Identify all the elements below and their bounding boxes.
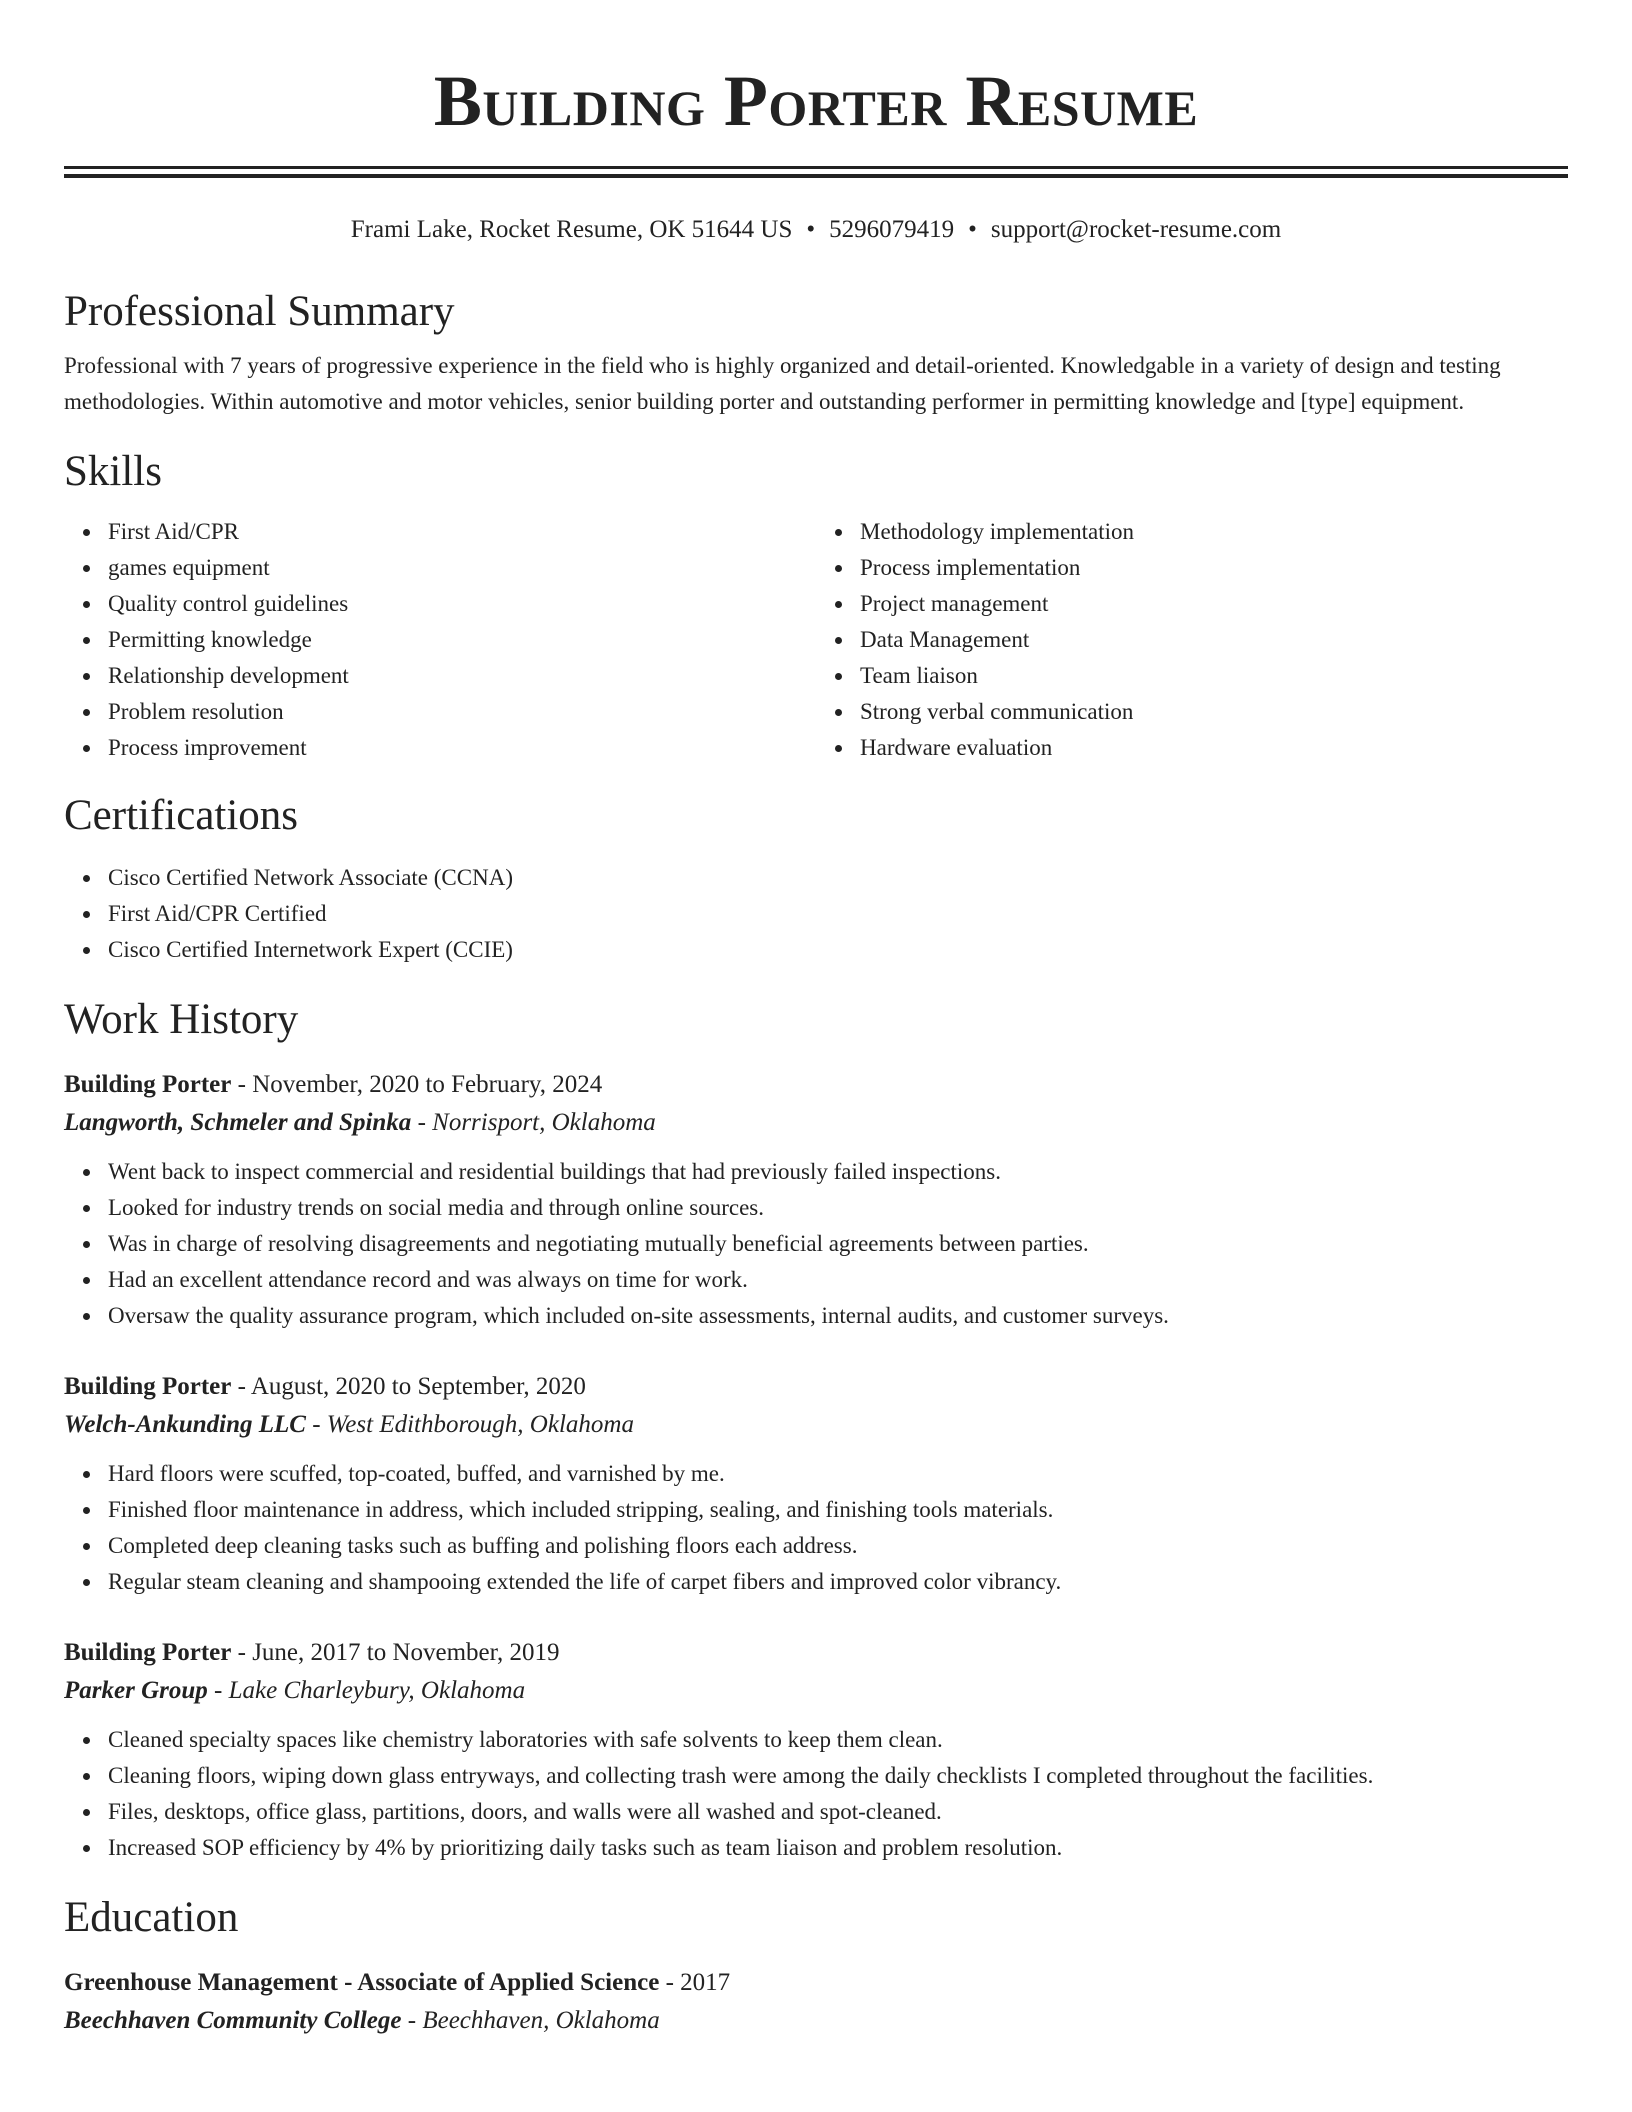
job-dates: June, 2017 to November, 2019 bbox=[252, 1639, 560, 1666]
job-dates: November, 2020 to February, 2024 bbox=[252, 1071, 603, 1098]
education-heading: Education bbox=[64, 1894, 239, 1941]
contact-separator: • bbox=[968, 216, 977, 243]
skill-item: Quality control guidelines bbox=[108, 586, 816, 622]
job-location: Norrisport, Oklahoma bbox=[432, 1109, 656, 1136]
job-employer: Langworth, Schmeler and Spinka bbox=[64, 1109, 412, 1136]
job-bullet: Was in charge of resolving disagreements and negotiating mutually beneficial agreements between parties. bbox=[108, 1226, 1568, 1262]
contact-separator: • bbox=[806, 216, 816, 243]
job-bullet: Regular steam cleaning and shampooing extended the life of carpet fibers and improved color vibrancy. bbox=[108, 1564, 1568, 1600]
skill-item: Process implementation bbox=[860, 550, 1568, 586]
job-employer-line bbox=[64, 1672, 1568, 1710]
job-dates: August, 2020 to September, 2020 bbox=[250, 1373, 586, 1400]
job-bullet: Cleaning floors, wiping down glass entryways, and collecting trash were among the daily checklists I completed throughout the facilities. bbox=[108, 1758, 1568, 1794]
job-dash: - bbox=[231, 1373, 251, 1400]
education-dash: - bbox=[659, 1969, 681, 1996]
skill-item: Problem resolution bbox=[108, 694, 816, 730]
job-entry bbox=[64, 1634, 1568, 1866]
job-dash: - bbox=[411, 1109, 433, 1136]
contact-address: Frami Lake, Rocket Resume, OK 51644 US bbox=[350, 216, 793, 243]
job-entry bbox=[64, 1066, 1568, 1334]
summary-heading: Professional Summary bbox=[64, 288, 455, 335]
job-bullets bbox=[64, 1456, 1568, 1600]
job-bullets bbox=[64, 1722, 1568, 1866]
education-entry bbox=[64, 1964, 1568, 2040]
skill-item: Permitting knowledge bbox=[108, 622, 816, 658]
skill-item: Project management bbox=[860, 586, 1568, 622]
job-bullet: Hard floors were scuffed, top-coated, buffed, and varnished by me. bbox=[108, 1456, 1568, 1492]
resume-title: Building Porter Resume bbox=[433, 61, 1199, 141]
job-bullet: Finished floor maintenance in address, which included stripping, sealing, and finishing tools materials. bbox=[108, 1492, 1568, 1528]
job-title-line bbox=[64, 1634, 1568, 1672]
title-rule-bottom bbox=[64, 174, 1568, 178]
skill-item: First Aid/CPR bbox=[108, 514, 816, 550]
job-location: West Edithborough, Oklahoma bbox=[326, 1411, 634, 1438]
skills-right-list bbox=[816, 514, 1568, 766]
skill-item: Strong verbal communication bbox=[860, 694, 1568, 730]
summary-text: Professional with 7 years of progressive experience in the field who is highly organized and detail-oriented. Knowledgable in a variety of design and testing methodologies. Within automotive and motor vehicles, senior building porter and outstanding performer in permitting knowledge and [type] equipment. bbox=[64, 353, 1501, 414]
certifications-heading: Certifications bbox=[64, 792, 299, 839]
skills-heading: Skills bbox=[64, 448, 162, 495]
job-employer-line bbox=[64, 1104, 1568, 1142]
job-bullet: Cleaned specialty spaces like chemistry laboratories with safe solvents to keep them clean. bbox=[108, 1722, 1568, 1758]
job-bullet: Completed deep cleaning tasks such as buffing and polishing floors each address. bbox=[108, 1528, 1568, 1564]
job-dash: - bbox=[231, 1639, 253, 1666]
skills-columns bbox=[64, 514, 1568, 766]
education-year: 2017 bbox=[680, 1969, 731, 1996]
job-dash: - bbox=[305, 1411, 327, 1438]
job-dash: - bbox=[207, 1677, 229, 1704]
job-bullet: Had an excellent attendance record and was always on time for work. bbox=[108, 1262, 1568, 1298]
title-rule-top bbox=[64, 166, 1568, 169]
job-entry bbox=[64, 1368, 1568, 1600]
certification-item: Cisco Certified Internetwork Expert (CCIE) bbox=[108, 932, 1568, 968]
job-bullet: Looked for industry trends on social media and through online sources. bbox=[108, 1190, 1568, 1226]
job-title: Building Porter bbox=[64, 1071, 232, 1098]
job-employer: Welch-Ankunding LLC bbox=[64, 1411, 306, 1438]
contact-email[interactable]: support@rocket-resume.com bbox=[990, 216, 1282, 243]
education-school: Beechhaven Community College bbox=[64, 2007, 402, 2034]
skill-item: Hardware evaluation bbox=[860, 730, 1568, 766]
skill-item: Methodology implementation bbox=[860, 514, 1568, 550]
job-bullets bbox=[64, 1154, 1568, 1334]
certification-item: Cisco Certified Network Associate (CCNA) bbox=[108, 860, 1568, 896]
resume-page bbox=[64, 0, 1568, 2040]
job-bullet: Oversaw the quality assurance program, which included on-site assessments, internal audits, and customer surveys. bbox=[108, 1298, 1568, 1334]
contact-phone: 5296079419 bbox=[829, 216, 955, 243]
skill-item: Relationship development bbox=[108, 658, 816, 694]
skill-item: Team liaison bbox=[860, 658, 1568, 694]
job-bullet: Files, desktops, office glass, partitions, doors, and walls were all washed and spot-cleaned. bbox=[108, 1794, 1568, 1830]
job-employer: Parker Group bbox=[64, 1677, 208, 1704]
job-title-line bbox=[64, 1368, 1568, 1406]
education-school-line bbox=[64, 2002, 1568, 2040]
skill-item: games equipment bbox=[108, 550, 816, 586]
contact-line bbox=[64, 214, 1568, 246]
job-title: Building Porter bbox=[64, 1373, 232, 1400]
skill-item: Data Management bbox=[860, 622, 1568, 658]
education-degree: Greenhouse Management - Associate of Applied Science bbox=[64, 1969, 660, 1996]
work-history-heading: Work History bbox=[64, 996, 299, 1043]
skill-item: Process improvement bbox=[108, 730, 816, 766]
skills-left-list bbox=[64, 514, 816, 766]
education-degree-line bbox=[64, 1964, 1568, 2002]
education-dash: - bbox=[401, 2007, 423, 2034]
job-title: Building Porter bbox=[64, 1639, 232, 1666]
certification-item: First Aid/CPR Certified bbox=[108, 896, 1568, 932]
job-employer-line bbox=[64, 1406, 1568, 1444]
job-dash: - bbox=[231, 1071, 253, 1098]
job-location: Lake Charleybury, Oklahoma bbox=[228, 1677, 526, 1704]
education-location: Beechhaven, Oklahoma bbox=[422, 2007, 660, 2034]
job-bullet: Increased SOP efficiency by 4% by prioritizing daily tasks such as team liaison and problem resolution. bbox=[108, 1830, 1568, 1866]
job-title-line bbox=[64, 1066, 1568, 1104]
job-bullet: Went back to inspect commercial and residential buildings that had previously failed inspections. bbox=[108, 1154, 1568, 1190]
certifications-list bbox=[64, 860, 1568, 968]
